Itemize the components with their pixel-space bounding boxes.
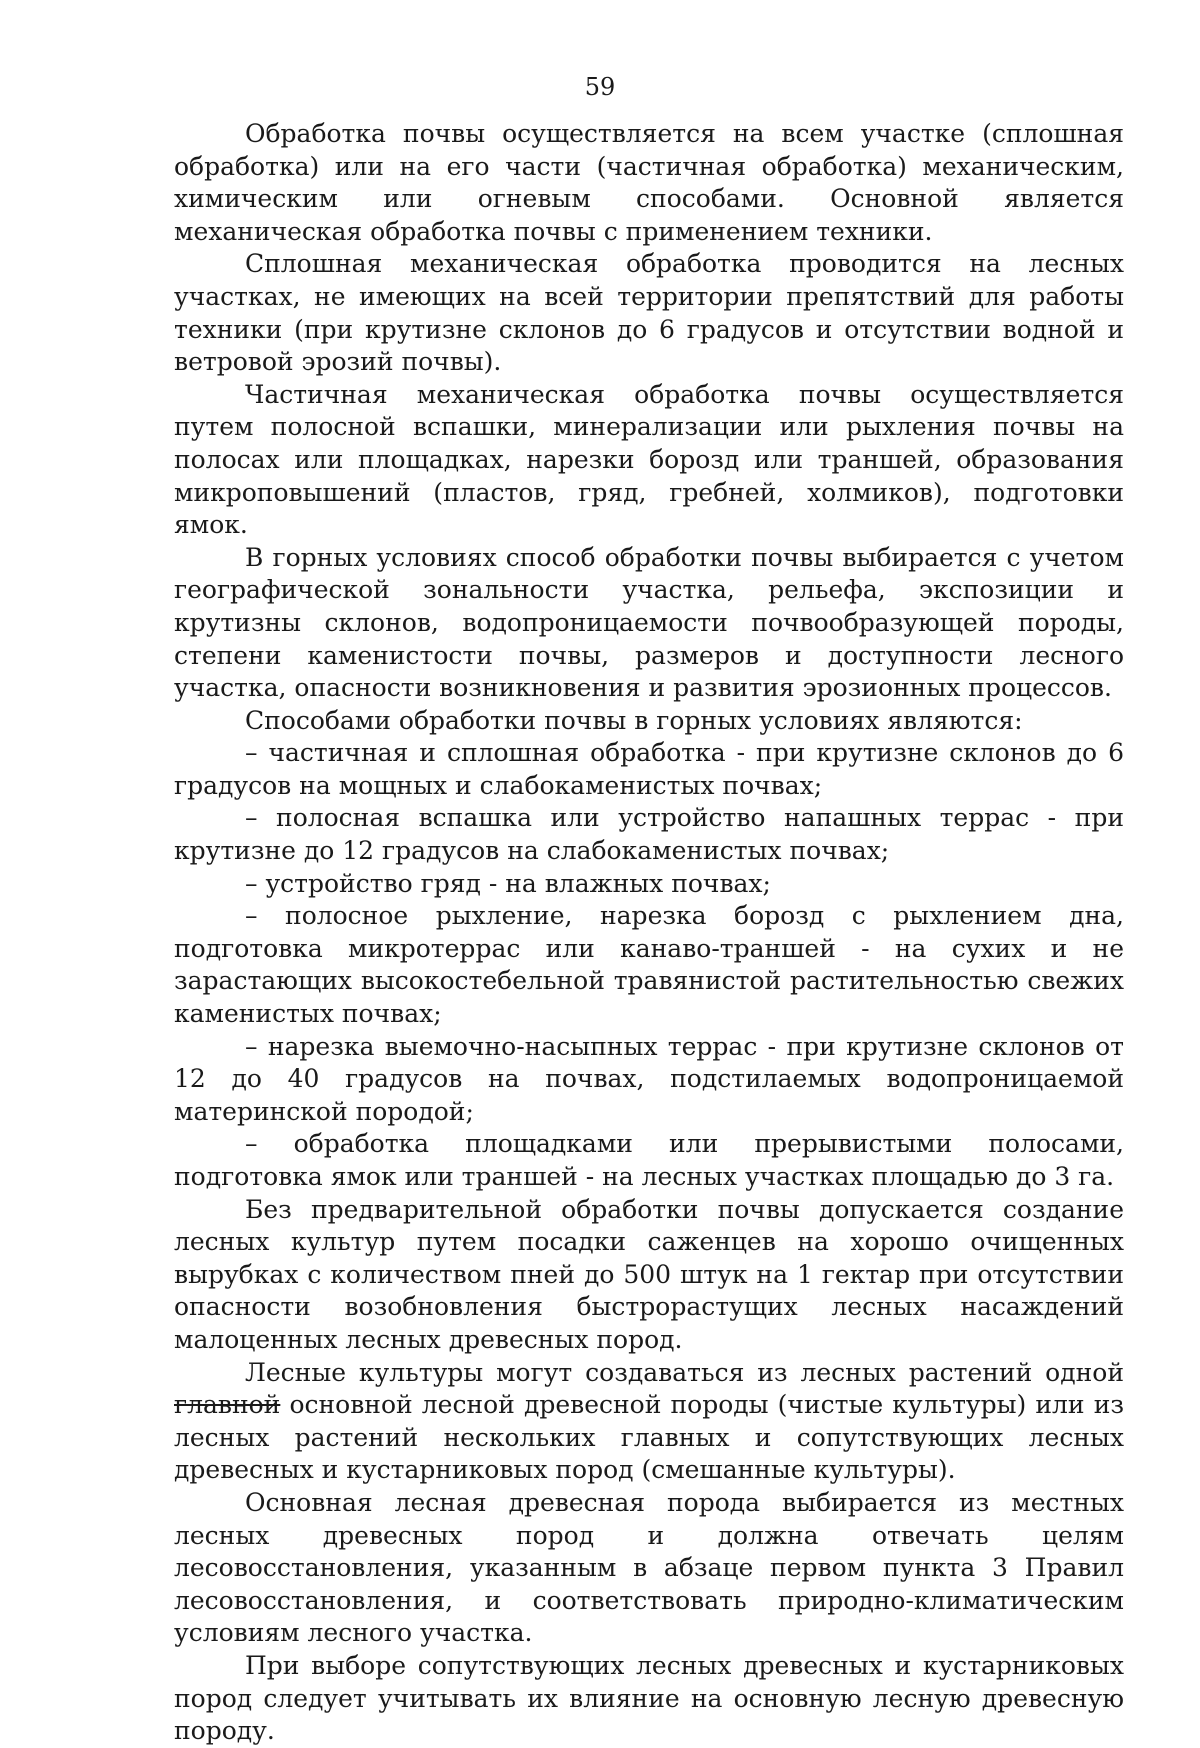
page-number: 59 (584, 73, 616, 101)
list-item-method-4: – полосное рыхление, нарезка борозд с рыхлением дна, подготовка микротеррас или канаво-траншей - на сухих и не зарастающих высокостебельной травянистой растительностью свежих каменистых почвах; (174, 901, 1124, 1029)
paragraph-forest-cultures (174, 1357, 1124, 1487)
paragraph-mountain-conditions: В горных условиях способ обработки почвы выбирается с учетом географической зональности участка, рельефа, экспозиции и крутизны склонов, водопроницаемости почвообразующей породы, степени каменистости почвы, размеров и доступности лесного участка, опасности возникновения и развития эрозионных процессов. (174, 542, 1124, 703)
forest-cultures-text-end: основной лесной древесной породы (чистые культуры) или из лесных растений нескольких главных и сопутствующих лесных древесных и кустарниковых пород (смешанные культуры). (174, 1390, 1124, 1485)
paragraph-no-pretillage: Без предварительной обработки почвы допускается создание лесных культур путем посадки саженцев на хорошо очищенных вырубках с количеством пней до 500 штук на 1 гектар при отсутствии опасности возобновления быстрорастущих лесных насаждений малоценных лесных древесных пород. (174, 1194, 1124, 1354)
struck-word: главной (174, 1390, 281, 1420)
paragraph-companion-species: При выборе сопутствующих лесных древесных и кустарниковых пород следует учитывать их влияние на основную лесную древесную породу. (174, 1650, 1124, 1746)
body-text (174, 118, 1124, 1748)
paragraph-continuous-tillage: Сплошная механическая обработка проводится на лесных участках, не имеющих на всей территории препятствий для работы техники (при крутизне склонов до 6 градусов и отсутствии водной и ветровой эрозий почвы). (174, 249, 1124, 377)
list-item-method-5: – нарезка выемочно-насыпных террас - при крутизне склонов от 12 до 40 градусов на почвах, подстилаемых водопроницаемой материнской породой; (174, 1031, 1124, 1126)
paragraph-mountain-methods-intro: Способами обработки почвы в горных условиях являются: (245, 705, 1023, 735)
list-item-method-1: – частичная и сплошная обработка - при крутизне склонов до 6 градусов на мощных и слабокаменистых почвах; (174, 738, 1124, 800)
forest-cultures-text-start: Лесные культуры могут создаваться из лесных растений одной (245, 1357, 1124, 1387)
paragraph-tillage-overview: Обработка почвы осуществляется на всем участке (сплошная обработка) или на его части (частичная обработка) механическим, химическим или огневым способами. Основной является механическая обработка почвы с применением техники. (174, 119, 1124, 246)
list-item-method-6: – обработка площадками или прерывистыми полосами, подготовка ямок или траншей - на лесных участках площадью до 3 га. (174, 1129, 1124, 1191)
paragraph-partial-tillage: Частичная механическая обработка почвы осуществляется путем полосной вспашки, минерализации или рыхления почвы на полосах или площадках, нарезки борозд или траншей, образования микроповышений (пластов, гряд, гребней, холмиков), подготовки ямок. (174, 379, 1124, 540)
list-item-method-2: – полосная вспашка или устройство напашных террас - при крутизне до 12 градусов на слабокаменистых почвах; (174, 803, 1124, 866)
paragraph-main-species: Основная лесная древесная порода выбирается из местных лесных древесных пород и должна отвечать целям лесовосстановления, указанным в абзаце первом пункта 3 Правил лесовосстановления, и соответствовать природно-климатическим условиям лесного участка. (174, 1487, 1124, 1648)
list-item-method-3: – устройство гряд - на влажных почвах; (245, 868, 771, 898)
